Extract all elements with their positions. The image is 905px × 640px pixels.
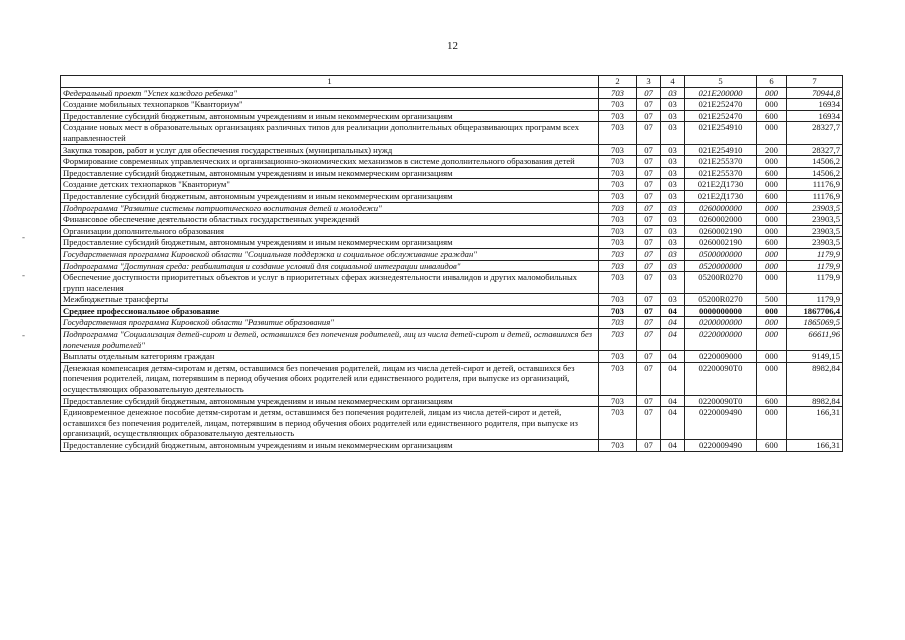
target-article-cell: 021E200000 xyxy=(685,87,757,99)
table-row xyxy=(61,214,843,226)
section-cell: 07 xyxy=(637,190,661,202)
column-header: 3 xyxy=(637,76,661,88)
table-row xyxy=(61,87,843,99)
target-article-cell: 0220009000 xyxy=(685,351,757,363)
target-article-cell: 0260002190 xyxy=(685,237,757,249)
row-name-cell: Предоставление субсидий бюджетным, автономным учреждениям и иным некоммерческим организациям xyxy=(61,395,599,407)
code-cell: 703 xyxy=(599,179,637,191)
column-header: 4 xyxy=(661,76,685,88)
subsection-cell: 03 xyxy=(661,225,685,237)
expense-type-cell: 600 xyxy=(757,395,787,407)
table-row xyxy=(61,179,843,191)
row-name-cell: Среднее профессиональное образование xyxy=(61,305,599,317)
code-cell: 703 xyxy=(599,190,637,202)
target-article-cell: 021E255370 xyxy=(685,167,757,179)
table-row xyxy=(61,225,843,237)
expense-type-cell: 000 xyxy=(757,99,787,111)
row-name-cell: Предоставление субсидий бюджетным, автономным учреждениям и иным некоммерческим организациям xyxy=(61,167,599,179)
section-cell: 07 xyxy=(637,225,661,237)
expense-type-cell: 000 xyxy=(757,122,787,144)
code-cell: 703 xyxy=(599,440,637,452)
row-name-cell: Предоставление субсидий бюджетным, автономным учреждениям и иным некоммерческим организациям xyxy=(61,440,599,452)
row-name-cell: Организации дополнительного образования xyxy=(61,225,599,237)
subsection-cell: 04 xyxy=(661,305,685,317)
row-name-cell: Предоставление субсидий бюджетным, автономным учреждениям и иным некоммерческим организациям xyxy=(61,237,599,249)
table-header-row xyxy=(61,76,843,88)
code-cell: 703 xyxy=(599,144,637,156)
expense-type-cell: 600 xyxy=(757,167,787,179)
amount-cell: 28327,7 xyxy=(787,122,843,144)
page-number: 12 xyxy=(447,40,458,52)
column-header: 1 xyxy=(61,76,599,88)
amount-cell: 16934 xyxy=(787,110,843,122)
code-cell: 703 xyxy=(599,329,637,351)
amount-cell: 23903,5 xyxy=(787,214,843,226)
table-row xyxy=(61,248,843,260)
code-cell: 703 xyxy=(599,272,637,294)
subsection-cell: 03 xyxy=(661,110,685,122)
table-row xyxy=(61,272,843,294)
expense-type-cell: 000 xyxy=(757,351,787,363)
section-cell: 07 xyxy=(637,179,661,191)
column-header: 5 xyxy=(685,76,757,88)
table-row xyxy=(61,329,843,351)
expense-type-cell: 000 xyxy=(757,329,787,351)
subsection-cell: 03 xyxy=(661,260,685,272)
amount-cell: 14506,2 xyxy=(787,167,843,179)
target-article-cell: 0260002190 xyxy=(685,225,757,237)
target-article-cell: 0260000000 xyxy=(685,202,757,214)
row-name-cell: Формирование современных управленческих и организационно-экономических механизмов в системе дополнительного образования детей xyxy=(61,156,599,168)
target-article-cell: 0220009490 xyxy=(685,440,757,452)
row-name-cell: Государственная программа Кировской области "Социальная поддержка и социальное обслуживание граждан" xyxy=(61,248,599,260)
amount-cell: 16934 xyxy=(787,99,843,111)
subsection-cell: 03 xyxy=(661,156,685,168)
row-name-cell: Создание новых мест в образовательных организациях различных типов для реализации дополнительных общеразвивающих программ всех направленностей xyxy=(61,122,599,144)
section-cell: 07 xyxy=(637,351,661,363)
code-cell: 703 xyxy=(599,305,637,317)
subsection-cell: 03 xyxy=(661,237,685,249)
subsection-cell: 04 xyxy=(661,440,685,452)
margin-mark: - xyxy=(22,330,25,340)
amount-cell: 1179,9 xyxy=(787,272,843,294)
section-cell: 07 xyxy=(637,329,661,351)
subsection-cell: 03 xyxy=(661,144,685,156)
target-article-cell: 02200090Т0 xyxy=(685,362,757,395)
target-article-cell: 0200000000 xyxy=(685,317,757,329)
table-row xyxy=(61,440,843,452)
code-cell: 703 xyxy=(599,407,637,440)
section-cell: 07 xyxy=(637,99,661,111)
row-name-cell: Подпрограмма "Социализация детей-сирот и детей, оставшихся без попечения родителей, лиц из числа детей-сирот и детей, оставшихся без попечения родителей" xyxy=(61,329,599,351)
amount-cell: 28327,7 xyxy=(787,144,843,156)
code-cell: 703 xyxy=(599,214,637,226)
amount-cell: 1179,9 xyxy=(787,248,843,260)
table-row xyxy=(61,110,843,122)
amount-cell: 1867706,4 xyxy=(787,305,843,317)
row-name-cell: Финансовое обеспечение деятельности областных государственных учреждений xyxy=(61,214,599,226)
row-name-cell: Подпрограмма "Доступная среда: реабилитация и создание условий для социальной интеграции инвалидов" xyxy=(61,260,599,272)
expense-type-cell: 000 xyxy=(757,260,787,272)
subsection-cell: 03 xyxy=(661,167,685,179)
section-cell: 07 xyxy=(637,407,661,440)
table-row xyxy=(61,305,843,317)
expense-type-cell: 600 xyxy=(757,190,787,202)
expense-type-cell: 500 xyxy=(757,294,787,306)
target-article-cell: 021E2Д1730 xyxy=(685,190,757,202)
target-article-cell: 0220009490 xyxy=(685,407,757,440)
section-cell: 07 xyxy=(637,214,661,226)
row-name-cell: Выплаты отдельным категориям граждан xyxy=(61,351,599,363)
table-row xyxy=(61,260,843,272)
table-row xyxy=(61,156,843,168)
amount-cell: 23903,5 xyxy=(787,202,843,214)
table-row xyxy=(61,122,843,144)
budget-table xyxy=(60,75,843,452)
row-name-cell: Денежная компенсация детям-сиротам и детям, оставшимся без попечения родителей, лицам из числа детей-сирот и детей, оставшихся без попечения родителей, лицам, потерявшим в период обучения обоих родителей или единственного родителя, при выпуске из организаций, осуществляющих образовательную деятельность xyxy=(61,362,599,395)
target-article-cell: 0220000000 xyxy=(685,329,757,351)
subsection-cell: 04 xyxy=(661,351,685,363)
target-article-cell: 02200090Т0 xyxy=(685,395,757,407)
code-cell: 703 xyxy=(599,351,637,363)
section-cell: 07 xyxy=(637,87,661,99)
section-cell: 07 xyxy=(637,144,661,156)
margin-mark: - xyxy=(22,232,25,242)
expense-type-cell: 600 xyxy=(757,237,787,249)
subsection-cell: 03 xyxy=(661,179,685,191)
target-article-cell: 021E252470 xyxy=(685,99,757,111)
amount-cell: 1179,9 xyxy=(787,260,843,272)
expense-type-cell: 000 xyxy=(757,179,787,191)
row-name-cell: Предоставление субсидий бюджетным, автономным учреждениям и иным некоммерческим организациям xyxy=(61,190,599,202)
target-article-cell: 0500000000 xyxy=(685,248,757,260)
section-cell: 07 xyxy=(637,440,661,452)
section-cell: 07 xyxy=(637,260,661,272)
expense-type-cell: 000 xyxy=(757,225,787,237)
expense-type-cell: 000 xyxy=(757,317,787,329)
table-row xyxy=(61,395,843,407)
expense-type-cell: 000 xyxy=(757,272,787,294)
target-article-cell: 0260002000 xyxy=(685,214,757,226)
section-cell: 07 xyxy=(637,122,661,144)
amount-cell: 23903,5 xyxy=(787,225,843,237)
section-cell: 07 xyxy=(637,305,661,317)
expense-type-cell: 600 xyxy=(757,440,787,452)
amount-cell: 1865069,5 xyxy=(787,317,843,329)
expense-type-cell: 000 xyxy=(757,305,787,317)
expense-type-cell: 000 xyxy=(757,156,787,168)
table-row xyxy=(61,202,843,214)
code-cell: 703 xyxy=(599,248,637,260)
amount-cell: 9149,15 xyxy=(787,351,843,363)
row-name-cell: Подпрограмма "Развитие системы патриотического воспитания детей и молодежи" xyxy=(61,202,599,214)
subsection-cell: 03 xyxy=(661,272,685,294)
amount-cell: 8982,84 xyxy=(787,362,843,395)
row-name-cell: Создание мобильных технопарков "Кванториум" xyxy=(61,99,599,111)
subsection-cell: 03 xyxy=(661,202,685,214)
table-row xyxy=(61,99,843,111)
section-cell: 07 xyxy=(637,395,661,407)
amount-cell: 70944,8 xyxy=(787,87,843,99)
row-name-cell: Единовременное денежное пособие детям-сиротам и детям, оставшимся без попечения родителей, лицам из числа детей-сирот и детей, оставшихся без попечения родителей, лицам, потерявшим в период обучения обоих родителей или единственного родителя, при выпуске из организаций, осуществляющих образовательную деятельность xyxy=(61,407,599,440)
target-article-cell: 0520000000 xyxy=(685,260,757,272)
target-article-cell: 0000000000 xyxy=(685,305,757,317)
subsection-cell: 03 xyxy=(661,294,685,306)
section-cell: 07 xyxy=(637,248,661,260)
column-header: 7 xyxy=(787,76,843,88)
amount-cell: 166,31 xyxy=(787,407,843,440)
subsection-cell: 03 xyxy=(661,190,685,202)
subsection-cell: 03 xyxy=(661,99,685,111)
section-cell: 07 xyxy=(637,294,661,306)
subsection-cell: 04 xyxy=(661,407,685,440)
target-article-cell: 021E254910 xyxy=(685,122,757,144)
code-cell: 703 xyxy=(599,122,637,144)
section-cell: 07 xyxy=(637,156,661,168)
section-cell: 07 xyxy=(637,317,661,329)
subsection-cell: 04 xyxy=(661,395,685,407)
margin-mark: - xyxy=(22,270,25,280)
amount-cell: 11176,9 xyxy=(787,190,843,202)
column-header: 6 xyxy=(757,76,787,88)
code-cell: 703 xyxy=(599,225,637,237)
code-cell: 703 xyxy=(599,167,637,179)
target-article-cell: 021E252470 xyxy=(685,110,757,122)
expense-type-cell: 000 xyxy=(757,248,787,260)
amount-cell: 66611,96 xyxy=(787,329,843,351)
table-row xyxy=(61,317,843,329)
code-cell: 703 xyxy=(599,237,637,249)
table-row xyxy=(61,144,843,156)
section-cell: 07 xyxy=(637,272,661,294)
table-row xyxy=(61,407,843,440)
expense-type-cell: 600 xyxy=(757,110,787,122)
target-article-cell: 021E2Д1730 xyxy=(685,179,757,191)
expense-type-cell: 000 xyxy=(757,202,787,214)
section-cell: 07 xyxy=(637,237,661,249)
subsection-cell: 03 xyxy=(661,248,685,260)
row-name-cell: Государственная программа Кировской области "Развитие образования" xyxy=(61,317,599,329)
subsection-cell: 04 xyxy=(661,317,685,329)
subsection-cell: 03 xyxy=(661,87,685,99)
section-cell: 07 xyxy=(637,362,661,395)
row-name-cell: Закупка товаров, работ и услуг для обеспечения государственных (муниципальных) нужд xyxy=(61,144,599,156)
code-cell: 703 xyxy=(599,362,637,395)
expense-type-cell: 000 xyxy=(757,362,787,395)
code-cell: 703 xyxy=(599,202,637,214)
amount-cell: 8982,84 xyxy=(787,395,843,407)
amount-cell: 14506,2 xyxy=(787,156,843,168)
column-header: 2 xyxy=(599,76,637,88)
table-row xyxy=(61,351,843,363)
expense-type-cell: 000 xyxy=(757,214,787,226)
code-cell: 703 xyxy=(599,260,637,272)
section-cell: 07 xyxy=(637,202,661,214)
code-cell: 703 xyxy=(599,156,637,168)
row-name-cell: Предоставление субсидий бюджетным, автономным учреждениям и иным некоммерческим организациям xyxy=(61,110,599,122)
row-name-cell: Межбюджетные трансферты xyxy=(61,294,599,306)
target-article-cell: 021E255370 xyxy=(685,156,757,168)
table-row xyxy=(61,237,843,249)
code-cell: 703 xyxy=(599,87,637,99)
table-body xyxy=(61,76,843,452)
expense-type-cell: 000 xyxy=(757,407,787,440)
subsection-cell: 03 xyxy=(661,214,685,226)
expense-type-cell: 000 xyxy=(757,87,787,99)
row-name-cell: Создание детских технопарков "Кванториум" xyxy=(61,179,599,191)
code-cell: 703 xyxy=(599,317,637,329)
code-cell: 703 xyxy=(599,110,637,122)
target-article-cell: 05200R0270 xyxy=(685,272,757,294)
code-cell: 703 xyxy=(599,294,637,306)
row-name-cell: Обеспечение доступности приоритетных объектов и услуг в приоритетных сферах жизнедеятельности инвалидов и других маломобильных групп населения xyxy=(61,272,599,294)
target-article-cell: 05200R0270 xyxy=(685,294,757,306)
row-name-cell: Федеральный проект "Успех каждого ребенка" xyxy=(61,87,599,99)
code-cell: 703 xyxy=(599,395,637,407)
amount-cell: 166,31 xyxy=(787,440,843,452)
table-row xyxy=(61,294,843,306)
target-article-cell: 021E254910 xyxy=(685,144,757,156)
subsection-cell: 04 xyxy=(661,329,685,351)
amount-cell: 23903,5 xyxy=(787,237,843,249)
code-cell: 703 xyxy=(599,99,637,111)
section-cell: 07 xyxy=(637,110,661,122)
section-cell: 07 xyxy=(637,167,661,179)
expense-type-cell: 200 xyxy=(757,144,787,156)
amount-cell: 11176,9 xyxy=(787,179,843,191)
subsection-cell: 04 xyxy=(661,362,685,395)
table-row xyxy=(61,167,843,179)
table-row xyxy=(61,362,843,395)
subsection-cell: 03 xyxy=(661,122,685,144)
amount-cell: 1179,9 xyxy=(787,294,843,306)
table-row xyxy=(61,190,843,202)
